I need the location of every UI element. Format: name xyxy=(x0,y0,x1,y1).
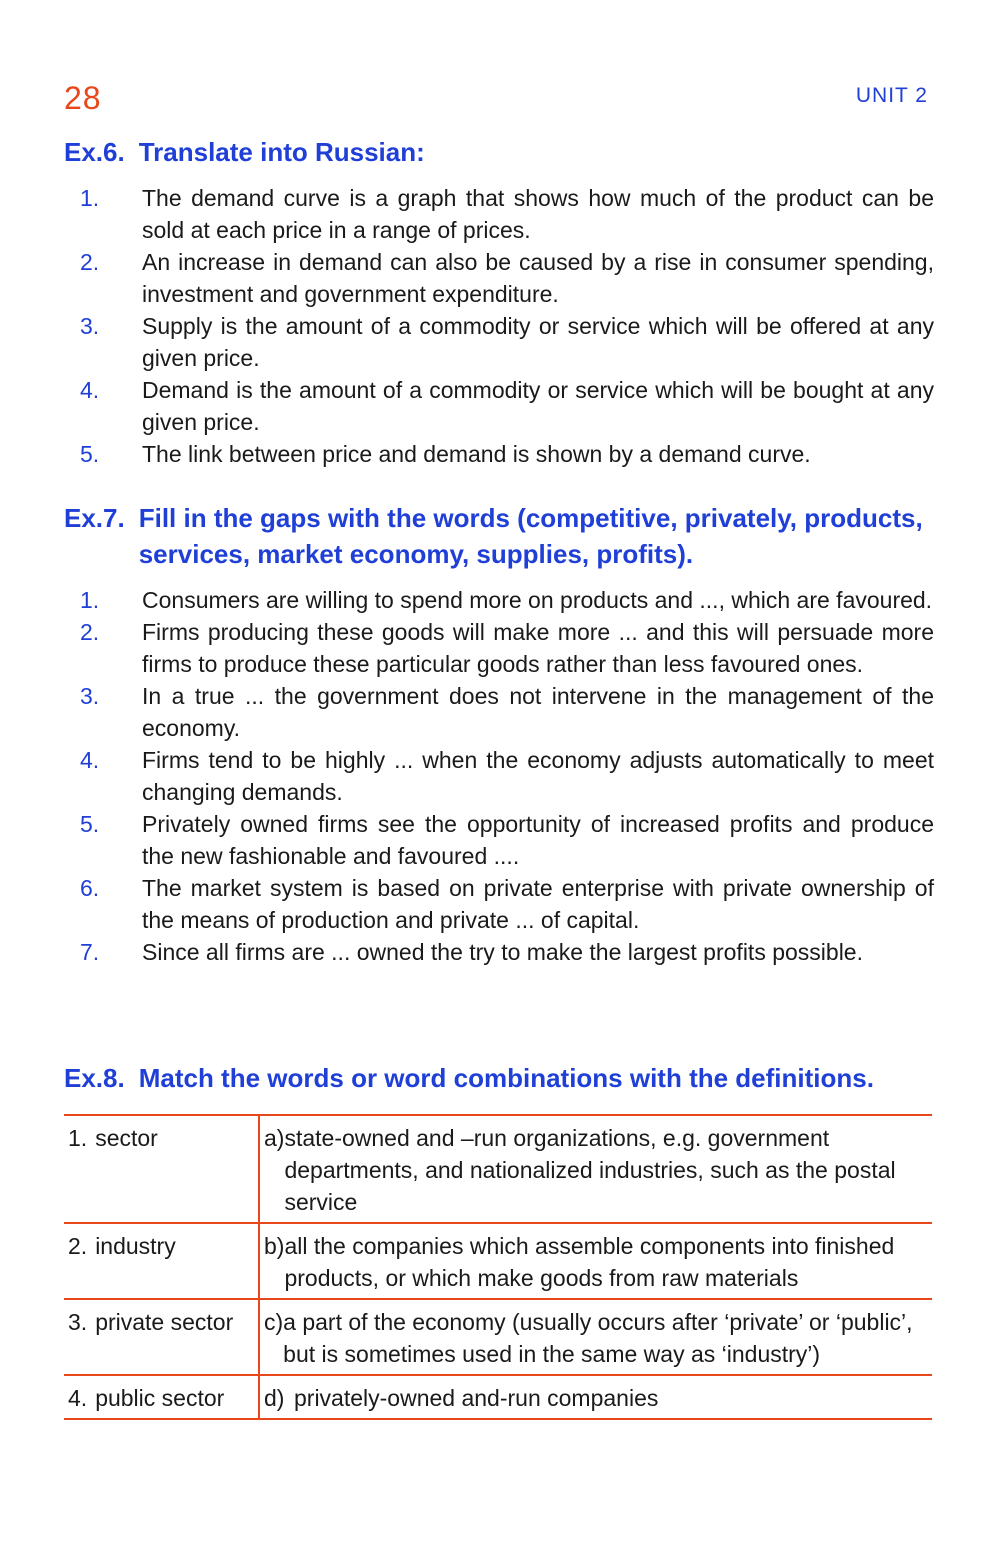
item-text: In a true ... the government does not intervene in the management of the economy. xyxy=(142,683,934,741)
exercise-heading xyxy=(64,134,934,170)
exercise-7 xyxy=(64,500,934,968)
item-text: The link between price and demand is shown by a demand curve. xyxy=(142,441,811,467)
item-number: 5. xyxy=(80,811,100,837)
list-item xyxy=(64,182,934,246)
table-row xyxy=(64,1115,932,1223)
term-cell xyxy=(64,1299,259,1375)
term-text: sector xyxy=(95,1125,158,1151)
term-text: industry xyxy=(95,1233,176,1259)
item-number: 5. xyxy=(80,441,100,467)
definition-letter: d) xyxy=(264,1385,285,1411)
item-number: 2. xyxy=(80,619,100,645)
table-row xyxy=(64,1223,932,1299)
term-number: 3. xyxy=(68,1309,88,1335)
list-item xyxy=(64,310,934,374)
exercise-number: Ex.6. xyxy=(64,137,125,167)
definition-letter: c) xyxy=(264,1309,284,1335)
definition-cell xyxy=(259,1115,932,1223)
item-text: Firms producing these goods will make more ... and this will persuade more firms to produce these particular goods rather than less favoured ones. xyxy=(142,619,934,677)
item-text: Supply is the amount of a commodity or service which will be offered at any given price. xyxy=(142,313,934,371)
definition-text: privately-owned and-run companies xyxy=(294,1385,659,1411)
item-number: 1. xyxy=(80,185,100,211)
matching-table xyxy=(64,1114,932,1420)
exercise-8 xyxy=(64,1060,934,1420)
item-number: 3. xyxy=(80,683,100,709)
definition-cell xyxy=(259,1223,932,1299)
item-text: Demand is the amount of a commodity or service which will be bought at any given price. xyxy=(142,377,934,435)
table-row xyxy=(64,1299,932,1375)
exercise-number: Ex.8. xyxy=(64,1063,125,1093)
exercise-title: Match the words or word combinations with the definitions. xyxy=(138,1063,874,1093)
list-item xyxy=(64,936,934,968)
item-number: 6. xyxy=(80,875,100,901)
item-number: 4. xyxy=(80,747,100,773)
term-number: 1. xyxy=(68,1125,88,1151)
exercise-list xyxy=(64,182,934,470)
definition-cell xyxy=(259,1375,932,1419)
item-text: Consumers are willing to spend more on products and ..., which are favoured. xyxy=(142,587,933,613)
list-item xyxy=(64,744,934,808)
list-item xyxy=(64,438,934,470)
term-cell xyxy=(64,1223,259,1299)
item-number: 3. xyxy=(80,313,100,339)
table-row xyxy=(64,1375,932,1419)
item-text: Privately owned firms see the opportunity of increased profits and produce the new fashionable and favoured .... xyxy=(142,811,934,869)
item-number: 1. xyxy=(80,587,100,613)
exercise-heading xyxy=(64,500,934,572)
item-number: 2. xyxy=(80,249,100,275)
exercise-list xyxy=(64,584,934,968)
item-text: The demand curve is a graph that shows how much of the product can be sold at each price in a range of prices. xyxy=(142,185,934,243)
definition-letter: b) xyxy=(264,1233,285,1259)
term-cell xyxy=(64,1375,259,1419)
list-item xyxy=(64,872,934,936)
item-text: The market system is based on private enterprise with private ownership of the means of production and private ... of capital. xyxy=(142,875,934,933)
item-number: 7. xyxy=(80,939,100,965)
definition-text: a part of the economy (usually occurs after ‘private’ or ‘public’, but is sometimes used in the same way as ‘industry’) xyxy=(283,1309,913,1367)
definition-text: state-owned and –run organizations, e.g. government departments, and nationalized industries, such as the postal service xyxy=(284,1125,896,1215)
definition-cell xyxy=(259,1299,932,1375)
list-item xyxy=(64,616,934,680)
list-item xyxy=(64,680,934,744)
list-item xyxy=(64,808,934,872)
list-item xyxy=(64,246,934,310)
exercise-6 xyxy=(64,134,934,470)
item-text: Since all firms are ... owned the try to make the largest profits possible. xyxy=(142,939,863,965)
definition-letter: a) xyxy=(264,1125,285,1151)
list-item xyxy=(64,374,934,438)
term-number: 2. xyxy=(68,1233,88,1259)
page-number: 28 xyxy=(64,80,102,116)
term-number: 4. xyxy=(68,1385,88,1411)
unit-label: UNIT 2 xyxy=(855,84,928,107)
exercise-number: Ex.7. xyxy=(64,503,125,533)
exercise-title: Fill in the gaps with the words (competitive, privately, products, services, market economy, supplies, profits). xyxy=(138,503,923,569)
item-text: An increase in demand can also be caused by a rise in consumer spending, investment and government expenditure. xyxy=(142,249,934,307)
term-text: public sector xyxy=(95,1385,225,1411)
exercise-title: Translate into Russian: xyxy=(138,137,425,167)
exercise-heading xyxy=(64,1060,934,1096)
term-text: private sector xyxy=(95,1309,234,1335)
definition-text: all the companies which assemble components into finished products, or which make goods from raw materials xyxy=(284,1233,895,1291)
list-item xyxy=(64,584,934,616)
item-number: 4. xyxy=(80,377,100,403)
term-cell xyxy=(64,1115,259,1223)
item-text: Firms tend to be highly ... when the economy adjusts automatically to meet changing demands. xyxy=(142,747,934,805)
